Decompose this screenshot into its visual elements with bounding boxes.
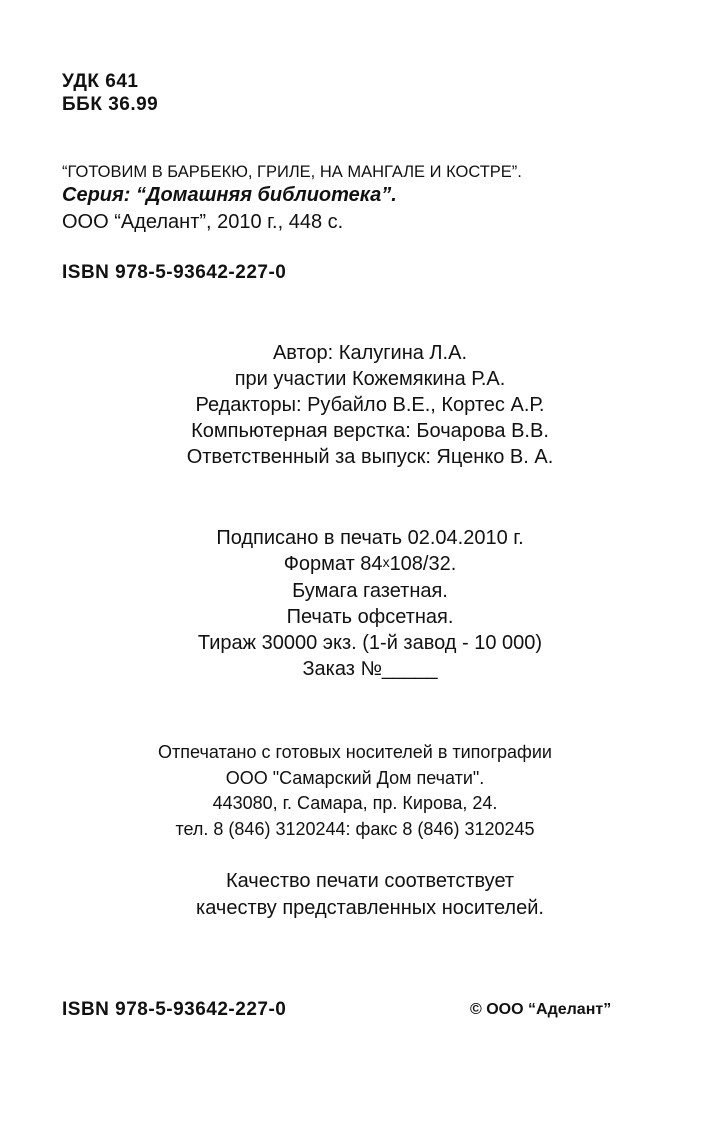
quality-block bbox=[95, 868, 645, 922]
isbn-bottom: ISBN 978-5-93642-227-0 bbox=[62, 999, 287, 1020]
responsible-line: Ответственный за выпуск: Яценко В. А. bbox=[186, 446, 554, 468]
format-suffix: 108/32. bbox=[389, 553, 457, 575]
format-times: x bbox=[382, 554, 390, 570]
bbk-code: ББК 36.99 bbox=[62, 94, 159, 115]
printer-line-3: 443080, г. Самара, пр. Кирова, 24. bbox=[212, 793, 498, 813]
paper-line: Бумага газетная. bbox=[292, 580, 448, 602]
printer-line-1: Отпечатано с готовых носителей в типографии bbox=[158, 742, 552, 762]
printing-line: Печать офсетная. bbox=[286, 606, 454, 628]
copyright-notice: © ООО “Аделант” bbox=[470, 1001, 612, 1018]
isbn-top: ISBN 978-5-93642-227-0 bbox=[62, 262, 287, 283]
author-line: Автор: Калугина Л.А. bbox=[272, 342, 468, 364]
run-line: Тираж 30000 экз. (1-й завод - 10 000) bbox=[197, 632, 543, 654]
printer-line-4: тел. 8 (846) 3120244: факс 8 (846) 3120245 bbox=[175, 818, 535, 839]
udk-code: УДК 641 bbox=[62, 71, 139, 92]
publisher-line: ООО “Аделант”, 2010 г., 448 с. bbox=[62, 211, 344, 233]
printer-line-2: ООО "Самарский Дом печати". bbox=[225, 767, 485, 788]
credits-block bbox=[110, 340, 630, 470]
participation-line: при участии Кожемякина Р.А. bbox=[234, 368, 506, 390]
quality-line-2: качеству представленных носителей. bbox=[196, 897, 544, 919]
printer-block bbox=[70, 740, 640, 842]
signed-line: Подписано в печать 02.04.2010 г. bbox=[216, 527, 524, 549]
editors-line: Редакторы: Рубайло В.Е., Кортес А.Р. bbox=[195, 394, 545, 416]
book-title: “ГОТОВИМ В БАРБЕКЮ, ГРИЛЕ, НА МАНГАЛЕ И КОСТРЕ”. bbox=[62, 163, 522, 181]
quality-line-1: Качество печати соответствует bbox=[225, 870, 515, 892]
format-line bbox=[120, 551, 620, 578]
order-line: Заказ №_____ bbox=[302, 658, 438, 680]
format-prefix: Формат 84 bbox=[283, 553, 383, 575]
series-line: Серия: “Домашняя библиотека”. bbox=[62, 184, 397, 206]
print-details-block bbox=[120, 525, 620, 682]
layout-line: Компьютерная верстка: Бочарова В.В. bbox=[191, 420, 549, 442]
